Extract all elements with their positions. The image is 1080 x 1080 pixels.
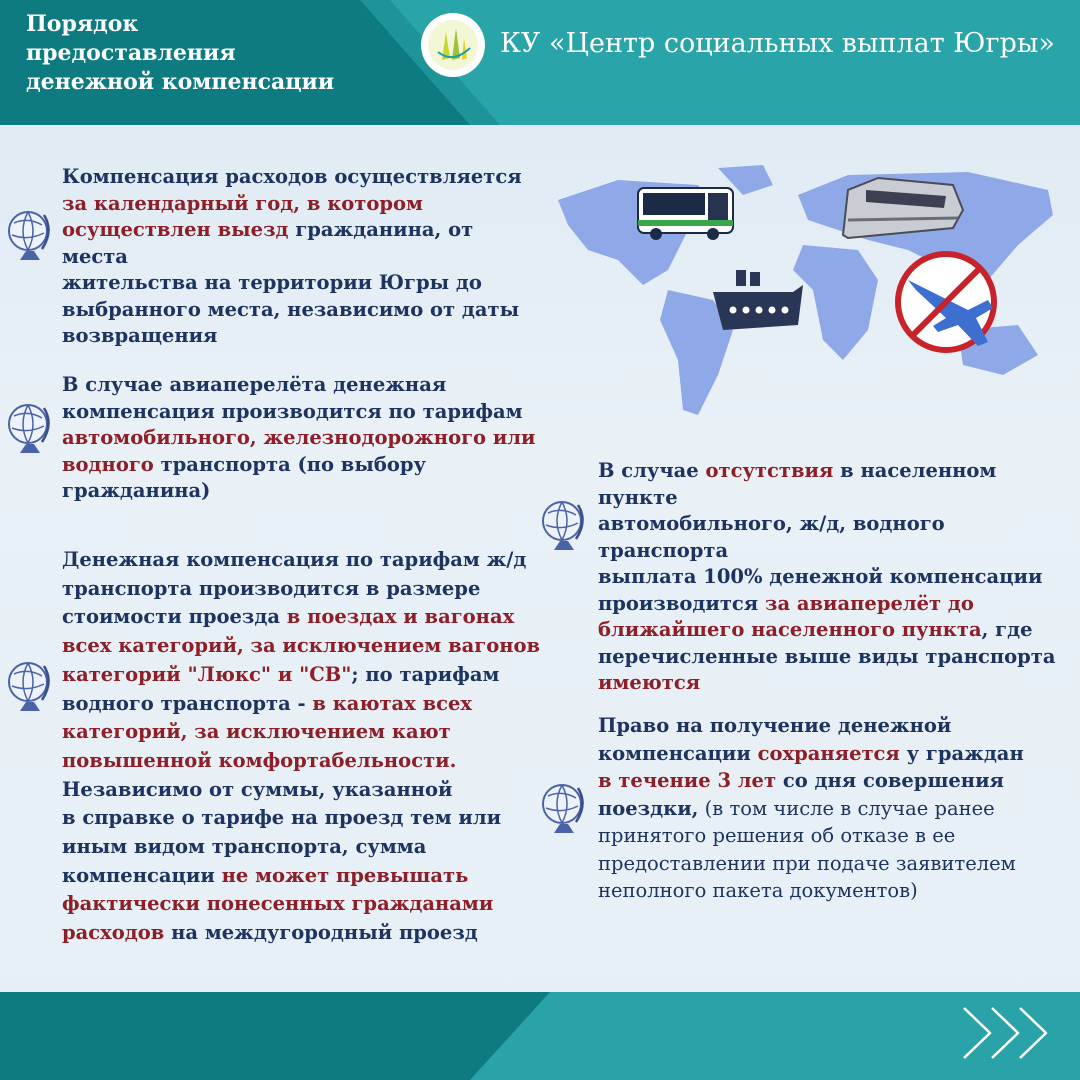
text-line [598,591,1076,618]
text-line: Независимо от суммы, указанной [62,777,453,801]
text-line: иным видом транспорта, сумма [62,835,427,859]
train-icon [843,178,963,238]
highlight-text: не может превышать [221,863,469,887]
text-line [598,617,1076,644]
text-span: ; по тарифам [351,662,500,686]
highlight-text: в поездах и вагонах [286,605,515,629]
text-span: водного транспорта - [62,691,313,715]
text-line: транспорта производится в размере [62,576,481,600]
logo-icon [420,12,486,78]
text-span: гражданина, от места [62,218,474,268]
text-line: жительства на территории Югры до [62,271,482,294]
info-block-no-transport [598,458,1076,697]
page-title [26,10,386,97]
text-line: компенсация производится по тарифам [62,399,523,423]
text-line: предоставлении при подаче заявителем [598,851,1016,875]
text-line [598,767,1076,795]
highlight-text: ближайшего населенного пункта [598,618,982,641]
text-span: (в том числе в случае ранее [698,796,995,820]
highlight-text: сохраняется [757,741,900,765]
no-plane-icon [898,254,994,350]
globe-icon [538,495,588,557]
text-line: В случае авиаперелёта денежная [62,373,447,396]
text-line: принятого решения об отказе в ее [598,824,956,847]
text-span: поездки, [598,796,699,820]
globe-icon [4,205,54,267]
text-line: выбранного места, независимо от даты [62,297,520,321]
text-line: выплата 100% денежной компенсации [598,565,1043,588]
text-line: неполного пакета документов) [598,879,918,902]
text-line-highlight: всех категорий, за исключением вагонов [62,634,541,658]
text-line [62,452,542,479]
text-line-highlight: повышенной комфортабельности. [62,748,457,772]
highlight-text: в каютах всех [312,691,473,715]
highlight-text: отсутствия [705,459,834,482]
text-line-highlight: автомобильного, железнодорожного или [62,426,536,449]
title-line: денежной компенсации [26,69,335,95]
highlight-text: в течение 3 лет [598,769,777,792]
ship-icon [713,270,803,330]
info-block-air-travel [62,372,542,505]
text-span: у граждан [899,741,1024,765]
info-block-rail-water [62,546,542,948]
text-span: на междугородный проезд [164,921,478,945]
text-line [62,919,542,948]
text-line [598,458,1076,511]
text-span: транспорта (по выбору [153,452,427,476]
text-line: гражданина) [62,479,211,502]
text-span: стоимости проезда [62,605,287,629]
title-line: предоставления [26,40,236,66]
text-line-highlight: категорий, за исключением кают [62,720,451,744]
world-map-illustration [548,160,1068,430]
text-line [62,217,542,270]
title-line: Порядок [26,11,139,37]
text-span: , где [981,618,1033,641]
text-line: возвращения [62,324,218,347]
text-span: в населенном пункте [598,459,997,509]
text-span: В случае [598,459,706,482]
globe-icon [4,398,54,460]
text-line-highlight: за календарный год, в котором [62,191,423,215]
text-span: со дня совершения [776,769,1004,792]
text-line: автомобильного, ж/д, водного транспорта [598,512,945,562]
header-bar [0,0,1080,125]
highlight-text: осуществлен выезд [62,218,289,241]
text-line [62,862,542,891]
text-line-highlight: фактически понесенных гражданами [62,892,494,916]
text-span: компенсации [62,863,222,887]
highlight-text: категорий "Люкс" и "СВ" [62,662,352,686]
bus-icon [638,188,733,240]
organization-name: КУ «Центр социальных выплат Югры» [500,28,1055,59]
text-line: перечисленные выше виды транспорта [598,644,1056,668]
text-line-highlight: имеются [598,671,701,694]
text-line [62,690,542,719]
info-block-calendar-year [62,164,542,350]
highlight-text: за авиаперелёт до [765,591,974,615]
text-line [598,740,1076,768]
text-line: Компенсация расходов осуществляется [62,165,522,188]
text-line: в справке о тарифе на проезд тем или [62,806,502,830]
info-block-three-years [598,712,1076,905]
text-line [598,795,1076,823]
text-span: компенсации [598,741,758,765]
highlight-text: расходов [62,921,165,945]
text-line [62,603,542,632]
text-line [62,661,542,690]
text-line: Право на получение денежной [598,714,952,737]
footer-bar [0,992,1080,1080]
text-span: производится [598,591,765,615]
globe-icon [4,656,54,718]
text-line: Денежная компенсация по тарифам ж/д [62,548,527,571]
highlight-text: водного [62,452,154,476]
globe-icon [538,778,588,840]
